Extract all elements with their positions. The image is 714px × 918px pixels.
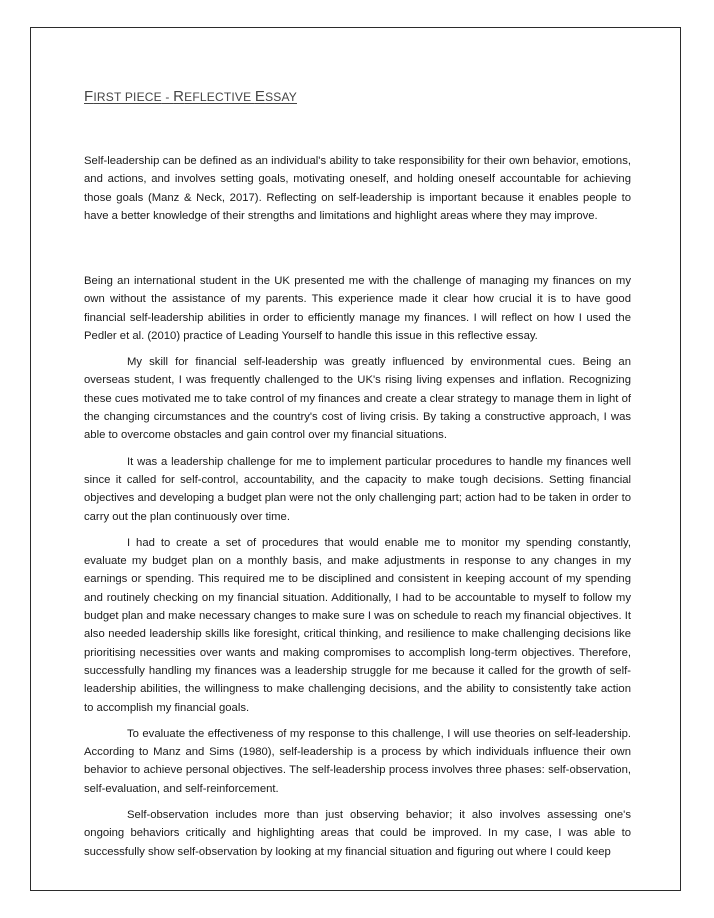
paragraph: To evaluate the effectiveness of my response to this challenge, I will use theories on self-leadership. According to Manz and Sims (1980), self-leadership is a process by which individuals influence their own behavior to achieve personal objectives. The self-leadership process involves three phases: self-observation, self-evaluation, and self-reinforcement. (84, 727, 631, 795)
main-section (84, 272, 631, 869)
essay-heading (84, 88, 297, 105)
paragraph: Being an international student in the UK presented me with the challenge of managing my finances on my own without the assistance of my parents. This experience made it clear how crucial it is to have good financial self-leadership abilities in order to efficiently manage my finances. I will reflect on how I used the Pedler et al. (2010) practice of Leading Yourself to handle this issue in this reflective essay. (84, 275, 631, 342)
heading-initial: R (173, 88, 185, 105)
intro-section (84, 152, 631, 233)
paragraph: I had to create a set of procedures that would enable me to monitor my spending constantly, evaluate my budget plan on a monthly basis, and make adjustments in response to any changes in my earnings or spending. This required me to be disciplined and consistent in keeping account of my spending and routinely checking on my financial situation. Additionally, I had to be accountable to myself to follow my budget plan and make necessary changes to make sure I was on schedule to reach my financial objectives. It also needed leadership skills like foresight, critical thinking, and resilience to make challenging decisions like prioritising necessities over wants and making compromises to accomplish long-term objectives. Therefore, successfully handling my finances was a leadership struggle for me because it called for the growth of self-leadership abilities, the willingness to make challenging decisions, and the ability to consistently take action to accomplish my financial goals. (84, 536, 631, 714)
paragraph: Self-observation includes more than just observing behavior; it also involves assessing one's ongoing behaviors critically and highlighting areas that could be improved. In my case, I was able to successfully show self-observation by looking at my financial situation and figuring out where I could keep (84, 809, 631, 858)
heading-text: EFLECTIVE (184, 90, 255, 104)
paragraph: My skill for financial self-leadership was greatly influenced by environmental cues. Being an overseas student, I was frequently challenged to the UK's rising living expenses and inflation. Recognizing these cues motivated me to take control of my finances and create a clear strategy to manage them in light of the changing circumstances and the country's cost of living crisis. By taking a constructive approach, I was able to overcome obstacles and gain control over my financial situations. (84, 356, 631, 442)
paragraph: It was a leadership challenge for me to implement particular procedures to handle my finances well since it called for self-control, accountability, and the capacity to make tough decisions. Setting financial objectives and developing a budget plan were not the only challenging part; action had to be taken in order to carry out the plan continuously over time. (84, 455, 631, 523)
heading-initial: E (254, 88, 266, 105)
heading-text: IRST PIECE (93, 90, 162, 104)
heading-initial: F (84, 88, 94, 105)
document-page (30, 27, 681, 891)
heading-text: SSAY (265, 90, 297, 104)
paragraph: Self-leadership can be defined as an individual's ability to take responsibility for their own behavior, emotions, and actions, and involves setting goals, motivating oneself, and holding oneself accountable for achieving those goals (Manz & Neck, 2017). Reflecting on self-leadership is important because it enables people to have a better knowledge of their strengths and limitations and highlight areas where they may improve. (84, 155, 631, 222)
heading-separator: - (161, 90, 174, 104)
